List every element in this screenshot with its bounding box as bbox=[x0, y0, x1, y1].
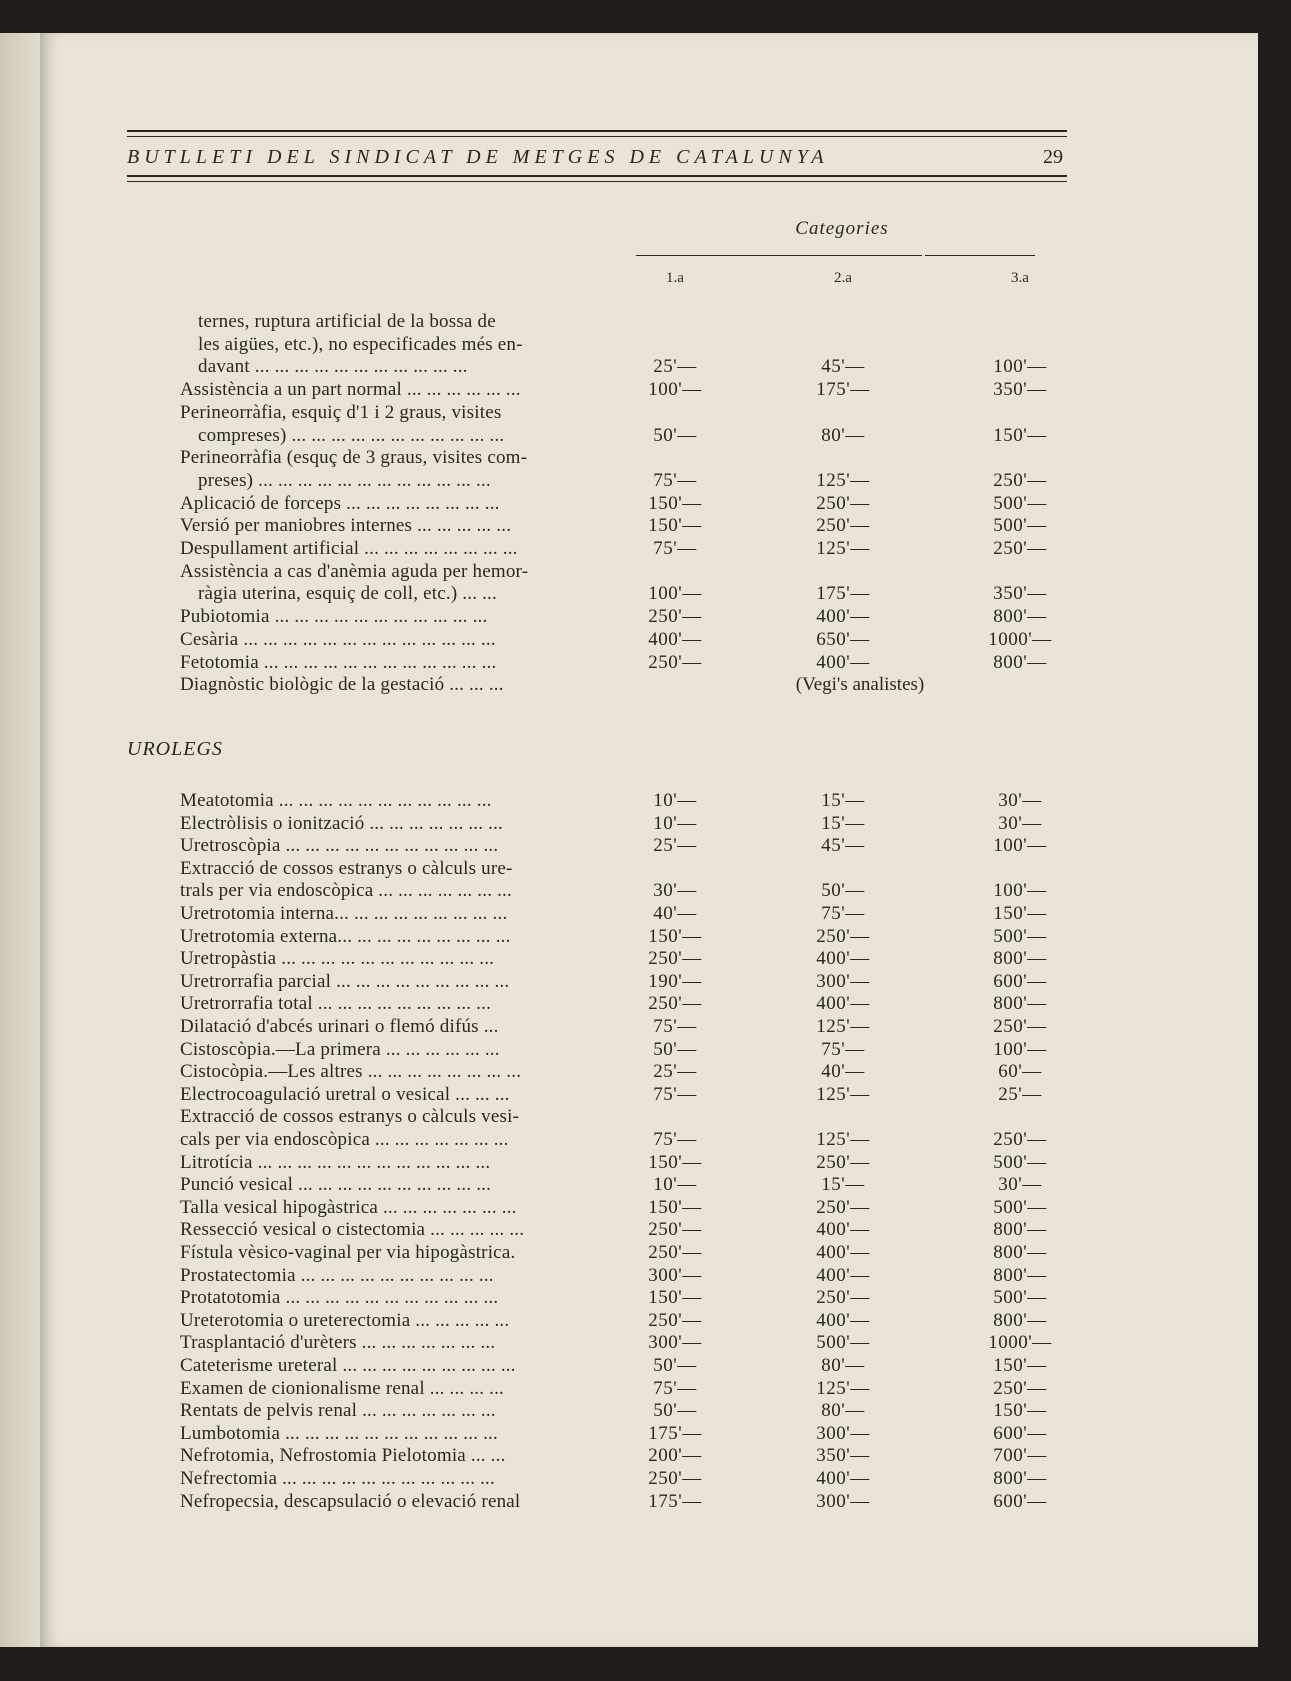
procedure-label: Protatotomia ... ... ... ... ... ... ... ... ... ... ... bbox=[180, 1287, 499, 1309]
procedure-label: Nefrectomia ... ... ... ... ... ... ... ... ... ... ... bbox=[180, 1468, 495, 1489]
table-row bbox=[0, 813, 1291, 835]
table-row bbox=[0, 903, 1291, 925]
procedure-label: Uretrorrafia parcial ... ... ... ... ... ... ... ... ... bbox=[180, 970, 510, 992]
fee-category-3: 150'— bbox=[993, 903, 1047, 924]
fee-category-1: 250'— bbox=[648, 1468, 702, 1489]
running-header bbox=[127, 146, 1067, 169]
fee-category-1: 75'— bbox=[653, 1016, 697, 1037]
table-row bbox=[0, 402, 1291, 424]
fee-category-1: 250'— bbox=[648, 606, 702, 628]
fee-category-2: 75'— bbox=[821, 1038, 865, 1060]
fee-category-2: 50'— bbox=[821, 880, 865, 902]
procedure-label: Versió per maniobres internes ... ... ... ... ... bbox=[180, 515, 512, 537]
procedure-label: Cateterisme ureteral ... ... ... ... ... ... ... ... ... bbox=[180, 1355, 516, 1376]
journal-title: BUTLLETI DEL SINDICAT DE METGES DE CATALUNYA bbox=[127, 146, 829, 168]
fee-category-2: 300'— bbox=[816, 1422, 870, 1444]
table-row bbox=[0, 971, 1291, 993]
table-row bbox=[0, 1265, 1291, 1287]
procedure-label: Perineorràfia, esquiç d'1 i 2 graus, visites bbox=[180, 401, 502, 423]
fee-category-3: 100'— bbox=[993, 1038, 1047, 1060]
fee-category-1: 175'— bbox=[648, 1422, 702, 1444]
fee-category-3: 500'— bbox=[993, 1151, 1047, 1173]
fee-category-3: 700'— bbox=[993, 1445, 1047, 1467]
fee-category-1: 200'— bbox=[648, 1445, 702, 1467]
procedure-label: ràgia uterina, esquiç de coll, etc.) ... ... bbox=[198, 583, 497, 605]
procedure-label: Ureterotomia o ureterectomia ... ... ... ... ... bbox=[180, 1309, 510, 1331]
fee-category-1: 150'— bbox=[648, 925, 702, 947]
fee-category-2: 15'— bbox=[821, 790, 865, 811]
fee-category-3: 1000'— bbox=[988, 1332, 1052, 1354]
fee-category-3: 500'— bbox=[993, 515, 1047, 537]
procedure-label: ternes, ruptura artificial de la bossa de bbox=[198, 311, 496, 332]
table-row bbox=[0, 1242, 1291, 1264]
fee-category-2: 400'— bbox=[816, 1242, 870, 1263]
procedure-label: Assistència a un part normal ... ... ... ... ... ... bbox=[180, 379, 521, 401]
fee-category-2: 45'— bbox=[821, 356, 865, 378]
procedure-label: davant ... ... ... ... ... ... ... ... ... ... ... bbox=[198, 356, 468, 378]
fee-category-2: 250'— bbox=[816, 1196, 870, 1218]
fee-category-1: 300'— bbox=[648, 1264, 702, 1286]
fee-category-1: 40'— bbox=[653, 903, 697, 924]
fee-category-3: 1000'— bbox=[988, 628, 1052, 650]
table-row bbox=[0, 1039, 1291, 1061]
table-row bbox=[0, 948, 1291, 970]
fee-category-1: 25'— bbox=[653, 1061, 697, 1083]
procedure-label: Aplicació de forceps ... ... ... ... ... ... ... ... bbox=[180, 492, 500, 514]
fee-category-2: 400'— bbox=[816, 1309, 870, 1331]
procedure-label: Extracció de cossos estranys o càlculs ure- bbox=[180, 857, 513, 879]
fee-category-3: 800'— bbox=[993, 993, 1047, 1015]
fee-category-3: 250'— bbox=[993, 538, 1047, 559]
procedure-label: trals per via endoscòpica ... ... ... ... ... ... ... bbox=[180, 880, 512, 902]
fee-category-2: 125'— bbox=[816, 469, 870, 491]
procedure-label: Uretrotomia interna... ... ... ... ... ... ... ... ... bbox=[180, 903, 508, 924]
page-number: 29 bbox=[1043, 146, 1063, 168]
fee-category-3: 800'— bbox=[993, 1242, 1047, 1263]
procedure-label: Fetotomia ... ... ... ... ... ... ... ... ... ... ... ... bbox=[180, 651, 497, 673]
column-header-3: 3.a bbox=[1011, 270, 1029, 286]
categories-rule bbox=[636, 255, 922, 256]
fee-category-1: 75'— bbox=[653, 1377, 697, 1399]
fee-category-1: 150'— bbox=[648, 492, 702, 514]
procedure-label: Cistocòpia.—Les altres ... ... ... ... ... ... ... ... bbox=[180, 1061, 522, 1083]
fee-category-2: 125'— bbox=[816, 1129, 870, 1150]
table-row bbox=[0, 561, 1291, 583]
procedure-label: Electrocoagulació uretral o vesical ... ... ... bbox=[180, 1083, 510, 1105]
table-row bbox=[0, 1355, 1291, 1377]
table-row bbox=[0, 1129, 1291, 1151]
column-header-2: 2.a bbox=[834, 270, 852, 286]
fee-category-3: 800'— bbox=[993, 651, 1047, 673]
column-header-1: 1.a bbox=[666, 270, 684, 286]
fee-category-2: 125'— bbox=[816, 1083, 870, 1105]
categories-heading: Categories bbox=[795, 218, 889, 239]
procedure-label: Trasplantació d'urèters ... ... ... ... ... ... ... bbox=[180, 1332, 496, 1354]
fee-category-3: 800'— bbox=[993, 606, 1047, 628]
procedure-label: preses) ... ... ... ... ... ... ... ... ... ... ... ... bbox=[198, 469, 491, 491]
procedure-label: Nefrotomia, Nefrostomia Pielotomia ... ... bbox=[180, 1445, 506, 1467]
fee-category-1: 10'— bbox=[653, 790, 697, 811]
table-row bbox=[0, 606, 1291, 628]
procedure-label: Extracció de cossos estranys o càlculs vesi- bbox=[180, 1106, 520, 1128]
table-row bbox=[0, 447, 1291, 469]
fee-category-2: 300'— bbox=[816, 1490, 870, 1512]
procedure-label: Prostatectomia ... ... ... ... ... ... ... ... ... ... bbox=[180, 1264, 494, 1286]
fee-category-3: 30'— bbox=[998, 790, 1042, 811]
fee-category-1: 250'— bbox=[648, 651, 702, 673]
table-row bbox=[0, 1106, 1291, 1128]
procedure-label: Electròlisis o ionització ... ... ... ... ... ... ... bbox=[180, 812, 503, 834]
fee-category-1: 75'— bbox=[653, 1129, 697, 1150]
procedure-label: Nefropecsia, descapsulació o elevació renal bbox=[180, 1490, 521, 1512]
procedure-label: Despullament artificial ... ... ... ... ... ... ... ... bbox=[180, 538, 518, 559]
fee-category-2: 125'— bbox=[816, 538, 870, 559]
fee-category-1: 75'— bbox=[653, 538, 697, 559]
procedure-label: Punció vesical ... ... ... ... ... ... ... ... ... ... bbox=[180, 1174, 492, 1196]
fee-category-3: 350'— bbox=[993, 379, 1047, 401]
table-row bbox=[0, 674, 1291, 696]
fee-category-1: 250'— bbox=[648, 1219, 702, 1241]
fee-category-3: 150'— bbox=[993, 424, 1047, 446]
table-row bbox=[0, 926, 1291, 948]
table-row bbox=[0, 1287, 1291, 1309]
table-row bbox=[0, 835, 1291, 857]
procedure-label: Lumbotomia ... ... ... ... ... ... ... ... ... ... ... bbox=[180, 1422, 498, 1444]
fee-category-2: 400'— bbox=[816, 948, 870, 970]
table-row bbox=[0, 334, 1291, 356]
table-row bbox=[0, 356, 1291, 378]
table-row bbox=[0, 515, 1291, 537]
fee-category-3: 500'— bbox=[993, 1287, 1047, 1309]
fee-category-3: 30'— bbox=[998, 812, 1042, 834]
fee-category-1: 75'— bbox=[653, 469, 697, 491]
procedure-label: Talla vesical hipogàstrica ... ... ... ... ... ... ... bbox=[180, 1196, 517, 1218]
fee-category-2: 400'— bbox=[816, 1468, 870, 1489]
header-rule-bottom bbox=[127, 175, 1067, 177]
fee-category-2: 40'— bbox=[821, 1061, 865, 1083]
fee-category-2: 400'— bbox=[816, 1219, 870, 1241]
table-row bbox=[0, 1378, 1291, 1400]
fee-category-1: 100'— bbox=[648, 583, 702, 605]
procedure-label: Assistència a cas d'anèmia aguda per hemor- bbox=[180, 560, 529, 582]
table-row bbox=[0, 1445, 1291, 1467]
table-row bbox=[0, 1061, 1291, 1083]
fee-category-2: 80'— bbox=[821, 1355, 865, 1376]
fee-category-2: 400'— bbox=[816, 606, 870, 628]
procedure-label: Diagnòstic biològic de la gestació ... ... ... bbox=[180, 674, 504, 696]
procedure-label: Pubiotomia ... ... ... ... ... ... ... ... ... ... ... bbox=[180, 606, 488, 628]
table-row bbox=[0, 629, 1291, 651]
fee-category-1: 150'— bbox=[648, 1196, 702, 1218]
fee-category-3: 100'— bbox=[993, 356, 1047, 378]
header-rule-top bbox=[127, 130, 1067, 132]
procedure-label: Uretroscòpia ... ... ... ... ... ... ... ... ... ... ... bbox=[180, 835, 499, 857]
table-row bbox=[0, 1400, 1291, 1422]
fee-category-1: 25'— bbox=[653, 356, 697, 378]
fee-category-2: 400'— bbox=[816, 651, 870, 673]
procedure-label: Meatotomia ... ... ... ... ... ... ... ... ... ... ... bbox=[180, 790, 492, 811]
section-title: UROLEGS bbox=[127, 738, 223, 760]
fee-category-1: 50'— bbox=[653, 424, 697, 446]
procedure-label: Examen de cionionalisme renal ... ... ... ... bbox=[180, 1377, 504, 1399]
fee-category-3: 25'— bbox=[998, 1083, 1042, 1105]
fee-category-1: 250'— bbox=[648, 993, 702, 1015]
fee-category-1: 75'— bbox=[653, 1083, 697, 1105]
fee-category-2: 350'— bbox=[816, 1445, 870, 1467]
fee-category-3: 800'— bbox=[993, 948, 1047, 970]
fee-category-2: 80'— bbox=[821, 424, 865, 446]
fee-category-2: 400'— bbox=[816, 993, 870, 1015]
table-row bbox=[0, 1197, 1291, 1219]
fee-category-1: 150'— bbox=[648, 1287, 702, 1309]
fee-category-3: 500'— bbox=[993, 492, 1047, 514]
fee-category-3: 600'— bbox=[993, 970, 1047, 992]
table-row bbox=[0, 1468, 1291, 1490]
fee-category-1: 25'— bbox=[653, 835, 697, 857]
fee-category-2: 250'— bbox=[816, 1287, 870, 1309]
fee-category-3: 600'— bbox=[993, 1422, 1047, 1444]
fee-category-2: 250'— bbox=[816, 1151, 870, 1173]
fee-category-2: 400'— bbox=[816, 1264, 870, 1286]
fee-category-3: 600'— bbox=[993, 1490, 1047, 1512]
procedure-label: Uretropàstia ... ... ... ... ... ... ... ... ... ... ... bbox=[180, 948, 495, 970]
table-row bbox=[0, 493, 1291, 515]
table-row bbox=[0, 1016, 1291, 1038]
fee-category-3: 100'— bbox=[993, 835, 1047, 857]
fee-category-2: 15'— bbox=[821, 1174, 865, 1196]
table-row bbox=[0, 993, 1291, 1015]
table-row bbox=[0, 652, 1291, 674]
fee-category-2: 125'— bbox=[816, 1377, 870, 1399]
procedure-label: Uretrorrafia total ... ... ... ... ... ... ... ... ... bbox=[180, 993, 492, 1015]
procedure-label: Uretrotomia externa... ... ... ... ... ... ... ... ... bbox=[180, 925, 511, 947]
procedure-label: Cistoscòpia.—La primera ... ... ... ... ... ... bbox=[180, 1038, 500, 1060]
fee-category-1: 250'— bbox=[648, 1309, 702, 1331]
procedure-label: compreses) ... ... ... ... ... ... ... ... ... ... ... bbox=[198, 424, 505, 446]
fee-category-3: 350'— bbox=[993, 583, 1047, 605]
table-row bbox=[0, 425, 1291, 447]
fee-category-1: 150'— bbox=[648, 515, 702, 537]
fee-category-2: 650'— bbox=[816, 628, 870, 650]
fee-category-3: 800'— bbox=[993, 1264, 1047, 1286]
fee-category-1: 30'— bbox=[653, 880, 697, 902]
fee-note: (Vegi's analistes) bbox=[795, 674, 925, 696]
fee-category-2: 500'— bbox=[816, 1332, 870, 1354]
fee-category-2: 250'— bbox=[816, 515, 870, 537]
fee-category-3: 500'— bbox=[993, 1196, 1047, 1218]
table-row bbox=[0, 583, 1291, 605]
fee-category-1: 10'— bbox=[653, 812, 697, 834]
procedure-label: Dilatació d'abcés urinari o flemó difús ... bbox=[180, 1016, 499, 1037]
fee-category-3: 100'— bbox=[993, 880, 1047, 902]
table-row bbox=[0, 1423, 1291, 1445]
table-row bbox=[0, 1491, 1291, 1513]
fee-category-3: 250'— bbox=[993, 1016, 1047, 1037]
fee-category-1: 50'— bbox=[653, 1355, 697, 1376]
procedure-label: Ressecció vesical o cistectomia ... ... ... ... ... bbox=[180, 1219, 525, 1241]
fee-category-2: 175'— bbox=[816, 379, 870, 401]
fee-category-1: 100'— bbox=[648, 379, 702, 401]
fee-category-3: 800'— bbox=[993, 1468, 1047, 1489]
fee-category-3: 30'— bbox=[998, 1174, 1042, 1196]
fee-category-2: 75'— bbox=[821, 903, 865, 924]
table-row bbox=[0, 379, 1291, 401]
procedure-label: Rentats de pelvis renal ... ... ... ... ... ... ... bbox=[180, 1400, 496, 1422]
table-row bbox=[0, 1310, 1291, 1332]
fee-category-1: 400'— bbox=[648, 628, 702, 650]
fee-category-1: 250'— bbox=[648, 1242, 702, 1263]
header-rule-top-thin bbox=[127, 136, 1067, 137]
table-row bbox=[0, 1152, 1291, 1174]
fee-category-1: 300'— bbox=[648, 1332, 702, 1354]
table-row bbox=[0, 1174, 1291, 1196]
table-row bbox=[0, 470, 1291, 492]
fee-category-2: 250'— bbox=[816, 925, 870, 947]
table-row bbox=[0, 790, 1291, 812]
fee-category-2: 125'— bbox=[816, 1016, 870, 1037]
fee-category-1: 150'— bbox=[648, 1151, 702, 1173]
table-row bbox=[0, 1332, 1291, 1354]
fee-category-3: 150'— bbox=[993, 1400, 1047, 1422]
procedure-label: les aigües, etc.), no especificades més en- bbox=[198, 333, 523, 355]
fee-category-3: 250'— bbox=[993, 1129, 1047, 1150]
procedure-label: Litrotícia ... ... ... ... ... ... ... ... ... ... ... ... bbox=[180, 1151, 491, 1173]
table-row bbox=[0, 538, 1291, 560]
table-row bbox=[0, 1219, 1291, 1241]
fee-category-3: 60'— bbox=[998, 1061, 1042, 1083]
categories-rule-right bbox=[925, 255, 1035, 256]
fee-category-1: 10'— bbox=[653, 1174, 697, 1196]
fee-category-2: 250'— bbox=[816, 492, 870, 514]
fee-category-2: 300'— bbox=[816, 970, 870, 992]
fee-category-1: 175'— bbox=[648, 1490, 702, 1512]
table-row bbox=[0, 311, 1291, 333]
fee-category-1: 190'— bbox=[648, 970, 702, 992]
fee-category-2: 80'— bbox=[821, 1400, 865, 1422]
fee-category-3: 150'— bbox=[993, 1355, 1047, 1376]
fee-category-2: 45'— bbox=[821, 835, 865, 857]
procedure-label: Fístula vèsico-vaginal per via hipogàstrica. bbox=[180, 1242, 516, 1263]
fee-category-3: 800'— bbox=[993, 1309, 1047, 1331]
fee-category-3: 800'— bbox=[993, 1219, 1047, 1241]
fee-category-2: 175'— bbox=[816, 583, 870, 605]
procedure-label: cals per via endoscòpica ... ... ... ... ... ... ... bbox=[180, 1129, 509, 1150]
header-rule-bottom-thin bbox=[127, 181, 1067, 182]
table-row bbox=[0, 1084, 1291, 1106]
fee-category-3: 250'— bbox=[993, 469, 1047, 491]
fee-category-1: 50'— bbox=[653, 1400, 697, 1422]
fee-category-3: 500'— bbox=[993, 925, 1047, 947]
fee-category-1: 250'— bbox=[648, 948, 702, 970]
table-row bbox=[0, 880, 1291, 902]
table-row bbox=[0, 858, 1291, 880]
fee-category-1: 50'— bbox=[653, 1038, 697, 1060]
fee-category-2: 15'— bbox=[821, 812, 865, 834]
fee-category-3: 250'— bbox=[993, 1377, 1047, 1399]
procedure-label: Perineorràfia (esquç de 3 graus, visites com- bbox=[180, 447, 528, 469]
procedure-label: Cesària ... ... ... ... ... ... ... ... ... ... ... ... ... bbox=[180, 628, 496, 650]
